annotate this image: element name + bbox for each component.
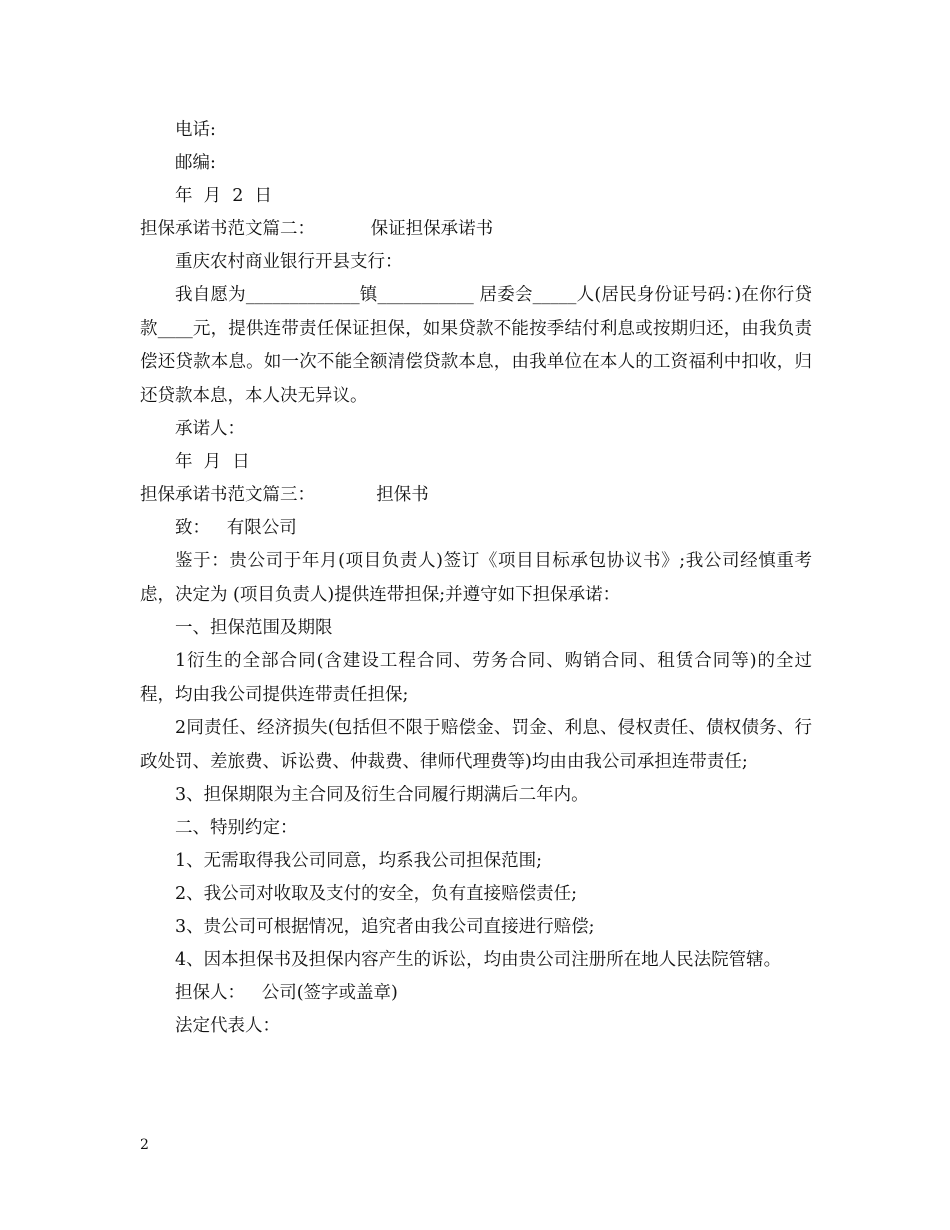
special-item-3: 3、贵公司可根据情况，追究者由我公司直接进行赔偿;	[175, 917, 595, 937]
scope-item-2: 2同责任、经济损失(包括但不限于赔偿金、罚金、利息、侵权责任、债权债务、行政处罚、差旅费、诉讼费、仲裁费、律师代理费等)均由由我公司承担连带责任;	[140, 718, 812, 772]
document-body	[140, 114, 812, 1043]
special-item-1: 1、无需取得我公司同意，均系我公司担保范围;	[175, 851, 543, 871]
promisor-line: 承诺人：	[175, 419, 245, 439]
special-item-4: 4、因本担保书及担保内容产生的诉讼，均由贵公司注册所在地人民法院管辖。	[175, 950, 782, 970]
guarantor-line: 担保人： 公司(签字或盖章)	[175, 983, 398, 1003]
heading-special: 二、特别约定：	[175, 818, 298, 838]
legal-representative-line: 法定代表人：	[175, 1016, 280, 1036]
whereas-paragraph: 鉴于：贵公司于年月(项目负责人)签订《项目目标承包协议书》;我公司经慎重考虑，决定为 (项目负责人)提供连带担保;并遵守如下担保承诺：	[140, 551, 812, 605]
page-number: 2	[140, 1137, 149, 1153]
date-line-2: 年 月 日	[175, 452, 250, 472]
heading-scope: 一、担保范围及期限	[175, 618, 333, 638]
postcode-line: 邮编:	[175, 153, 216, 173]
special-item-2: 2、我公司对收取及支付的安全，负有直接赔偿责任;	[175, 884, 578, 904]
bank-addressee: 重庆农村商业银行开县支行：	[175, 252, 403, 272]
scope-item-3: 3、担保期限为主合同及衍生合同履行期满后二年内。	[175, 785, 589, 805]
guarantee-paragraph: 我自愿为_____________镇___________ 居委会_____人(居民身份证号码：)在你行贷款____元，提供连带责任保证担保，如果贷款不能按季结付利息或按期归还，由我负责偿还贷款本息。如一次不能全额清偿贷款本息，由我单位在本人的工资福利中扣收，归还贷款本息，本人决无异议。	[140, 285, 812, 406]
scope-item-1: 1衍生的全部合同(含建设工程合同、劳务合同、购销合同、租赁合同等)的全过程，均由我公司提供连带责任担保;	[140, 651, 812, 705]
addressee-line: 致： 有限公司	[175, 518, 297, 538]
section-title-2: 担保承诺书范文篇二： 保证担保承诺书	[140, 219, 494, 239]
date-line: 年 月 2 日	[175, 186, 273, 206]
phone-line: 电话:	[175, 120, 216, 140]
section-title-3: 担保承诺书范文篇三： 担保书	[140, 485, 429, 505]
